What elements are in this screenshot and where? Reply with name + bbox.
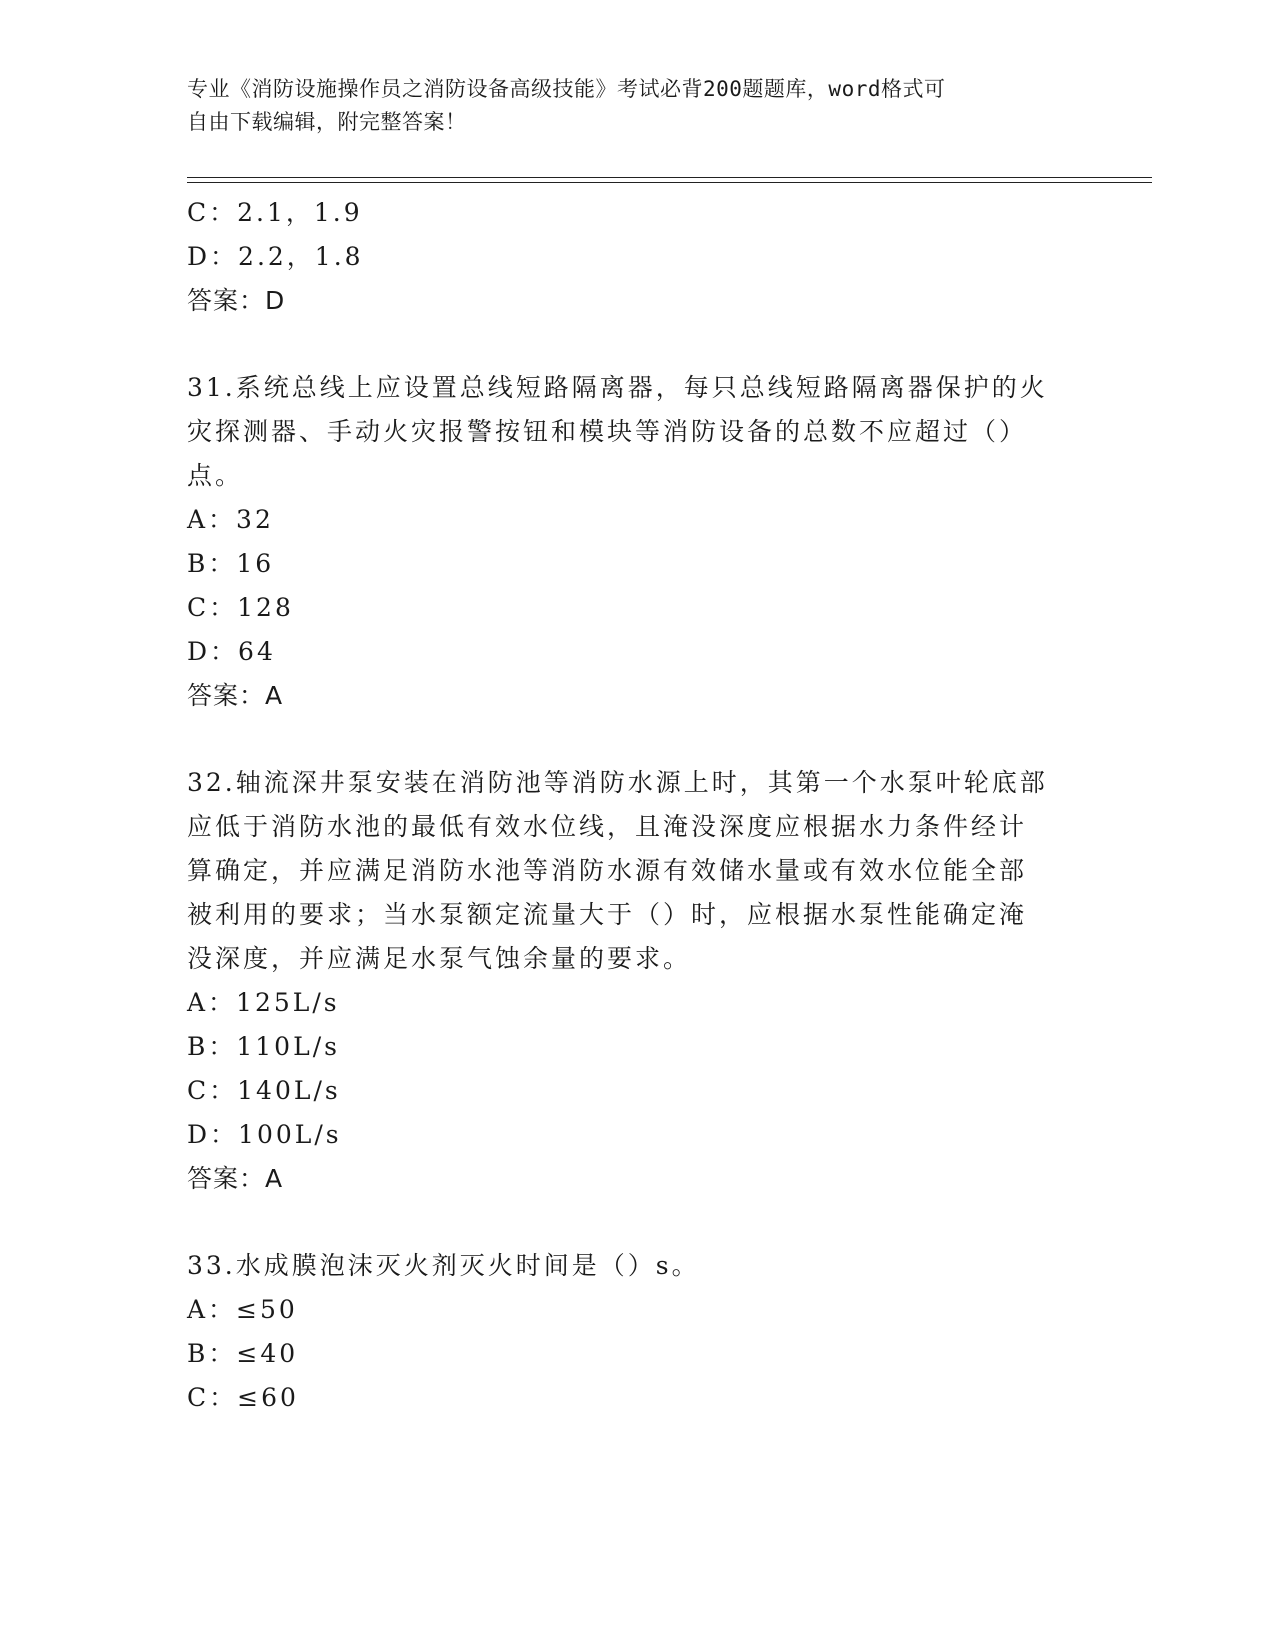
- q32-stem-line-4: 被利用的要求；当水泵额定流量大于（）时，应根据水泵性能确定淹: [187, 900, 1028, 929]
- q32-answer: 答案：A: [187, 1164, 284, 1193]
- q31-stem-line-2: 灾探测器、手动火灾报警按钮和模块等消防设备的总数不应超过（）: [187, 417, 1028, 446]
- q32-option-c: C：140L/s: [187, 1076, 341, 1105]
- header-line-2: 自由下载编辑，附完整答案！: [187, 110, 467, 134]
- q33-option-c: C：≤60: [187, 1383, 299, 1412]
- q33-stem-line-1: 33.水成膜泡沫灭火剂灭火时间是（）s。: [187, 1251, 700, 1280]
- q32-stem-line-3: 算确定，并应满足消防水池等消防水源有效储水量或有效水位能全部: [187, 856, 1028, 885]
- q31-stem-line-1: 31.系统总线上应设置总线短路隔离器，每只总线短路隔离器保护的火: [187, 373, 1048, 402]
- q31-stem-line-3: 点。: [187, 461, 244, 490]
- document-header: [187, 73, 1087, 139]
- q32-stem-line-5: 没深度，并应满足水泵气蚀余量的要求。: [187, 944, 692, 973]
- header-line-1: 专业《消防设施操作员之消防设备高级技能》考试必背200题题库，word格式可: [187, 77, 946, 101]
- q32-option-d: D：100L/s: [187, 1120, 342, 1149]
- q33-option-a: A：≤50: [187, 1295, 298, 1324]
- q32-option-a: A：125L/s: [187, 988, 340, 1017]
- q32-stem-line-1: 32.轴流深井泵安装在消防池等消防水源上时，其第一个水泵叶轮底部: [187, 768, 1048, 797]
- q31-option-c: C：128: [187, 593, 294, 622]
- q33-option-b: B：≤40: [187, 1339, 299, 1368]
- q31-option-b: B：16: [187, 549, 275, 578]
- q30-option-d: D：2.2，1.8: [187, 242, 364, 271]
- q32-option-b: B：110L/s: [187, 1032, 340, 1061]
- q31-option-d: D：64: [187, 637, 276, 666]
- header-divider-bottom: [187, 182, 1152, 183]
- q31-option-a: A：32: [187, 505, 274, 534]
- q30-answer: 答案：D: [187, 286, 286, 315]
- q32-stem-line-2: 应低于消防水池的最低有效水位线，且淹没深度应根据水力条件经计: [187, 812, 1028, 841]
- q31-answer: 答案：A: [187, 681, 284, 710]
- header-divider-top: [187, 177, 1152, 178]
- q30-option-c: C：2.1，1.9: [187, 198, 363, 227]
